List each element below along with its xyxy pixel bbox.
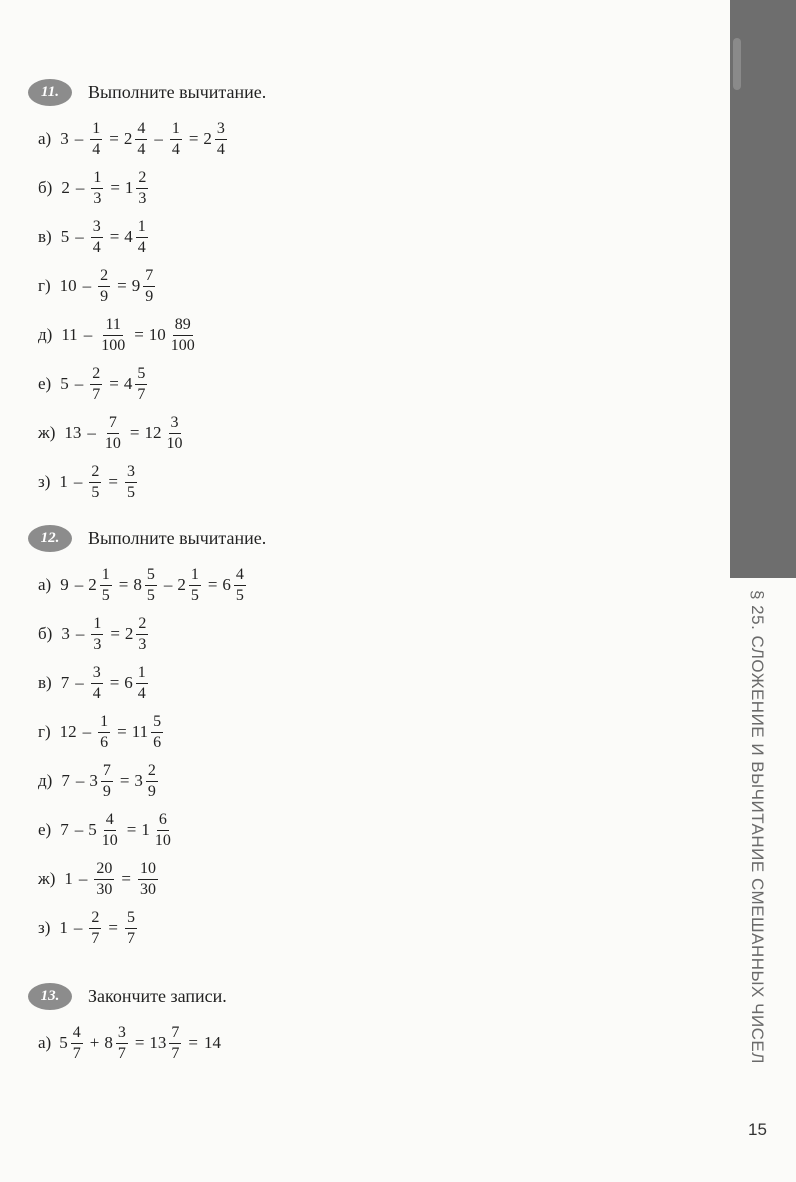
denominator: 100 [101, 336, 126, 354]
denominator: 3 [93, 635, 102, 653]
numerator: 4 [104, 812, 116, 831]
task-title: Закончите записи. [88, 985, 227, 1006]
numerator: 4 [135, 121, 147, 140]
operator: + [89, 1033, 100, 1052]
fraction [138, 861, 158, 898]
item-label: з) [38, 472, 51, 491]
denominator: 7 [126, 929, 135, 947]
equation-line [38, 410, 189, 456]
mixed-number [89, 665, 105, 702]
fraction [103, 415, 123, 452]
operator: = [121, 869, 132, 888]
fraction [90, 366, 102, 403]
task-number-badge: 12. [28, 525, 72, 552]
fraction [116, 1025, 128, 1062]
fraction [89, 910, 101, 947]
fraction [169, 1025, 181, 1062]
fraction [135, 366, 147, 403]
equation-line [38, 611, 152, 657]
fraction [136, 219, 148, 256]
equation-line [38, 905, 141, 951]
fraction [136, 616, 148, 653]
mixed-number [89, 219, 105, 256]
fraction [71, 1025, 83, 1062]
denominator: 7 [72, 1044, 81, 1062]
operator: – [75, 673, 84, 692]
mixed-number [132, 268, 158, 305]
operator: = [134, 1033, 145, 1052]
number: 1 [64, 869, 73, 888]
item-label: е) [38, 374, 52, 393]
operator: – [74, 374, 84, 393]
item-label: д) [38, 771, 53, 790]
denominator: 4 [216, 140, 225, 158]
fraction [91, 219, 103, 256]
denominator: 100 [170, 336, 195, 354]
mixed-number [132, 714, 165, 751]
operator: – [74, 129, 84, 148]
numerator: 20 [94, 861, 114, 880]
denominator: 9 [100, 287, 109, 305]
mixed-number [123, 910, 139, 947]
numerator: 7 [169, 1025, 181, 1044]
equation-line [38, 312, 201, 358]
denominator: 3 [138, 189, 147, 207]
mixed-number [89, 170, 105, 207]
denominator: 9 [147, 782, 156, 800]
mixed-number [96, 714, 112, 751]
numerator: 1 [136, 219, 148, 238]
operator: – [74, 575, 84, 594]
mixed-number [203, 121, 229, 158]
mixed-number [59, 1025, 85, 1062]
equation-line [38, 1020, 224, 1066]
numerator: 10 [138, 861, 158, 880]
whole-part: 5 [88, 820, 97, 839]
fraction [215, 121, 227, 158]
mixed-number [134, 763, 160, 800]
denominator: 5 [126, 483, 135, 501]
mixed-number [104, 1025, 130, 1062]
fraction [94, 861, 114, 898]
equation-line [38, 165, 152, 211]
number: 10 [59, 276, 77, 295]
mixed-number [97, 317, 129, 354]
denominator: 4 [92, 140, 101, 158]
operator: = [110, 624, 120, 643]
mixed-number [88, 812, 122, 849]
numerator: 5 [145, 567, 157, 586]
whole-part: 2 [123, 129, 133, 148]
mixed-number [136, 861, 160, 898]
number: 14 [204, 1033, 221, 1052]
numerator: 2 [89, 910, 101, 929]
number: 7 [60, 673, 70, 692]
operator: – [74, 820, 84, 839]
operator: = [108, 918, 118, 937]
operator: – [75, 227, 84, 246]
whole-part: 8 [133, 575, 142, 594]
fraction [145, 567, 157, 604]
denominator: 7 [137, 385, 146, 403]
denominator: 30 [140, 880, 157, 898]
denominator: 10 [101, 831, 118, 849]
whole-part: 11 [131, 722, 149, 741]
denominator: 10 [104, 434, 121, 452]
numerator: 2 [146, 763, 158, 782]
item-label: д) [38, 325, 53, 344]
task-header [28, 980, 227, 1012]
number: 7 [61, 771, 70, 790]
fraction [91, 616, 103, 653]
whole-part: 1 [124, 178, 134, 197]
whole-part: 2 [177, 575, 186, 594]
numerator: 5 [135, 366, 147, 385]
equation-line [38, 856, 162, 902]
fraction [90, 121, 102, 158]
task-header [28, 76, 266, 108]
item-label: ж) [38, 423, 56, 442]
numerator: 1 [91, 170, 103, 189]
fraction [98, 268, 110, 305]
fraction [143, 268, 155, 305]
whole-part: 3 [89, 771, 98, 790]
denominator: 5 [190, 586, 199, 604]
fraction [101, 763, 113, 800]
numerator: 3 [125, 464, 137, 483]
equation-line [38, 263, 159, 309]
mixed-number [92, 861, 116, 898]
fraction [136, 665, 148, 702]
denominator: 9 [102, 782, 111, 800]
numerator: 1 [189, 567, 201, 586]
fraction [98, 714, 110, 751]
denominator: 6 [153, 733, 162, 751]
whole-part: 5 [59, 1033, 68, 1052]
mixed-number [88, 366, 104, 403]
equation-line [38, 361, 151, 407]
fraction [234, 567, 246, 604]
item-label: а) [38, 1033, 52, 1052]
operator: = [117, 722, 127, 741]
mixed-number [88, 567, 114, 604]
numerator: 1 [170, 121, 182, 140]
numerator: 3 [215, 121, 227, 140]
whole-part: 1 [141, 820, 150, 839]
denominator: 7 [117, 1044, 126, 1062]
mixed-number [145, 415, 187, 452]
operator: = [109, 227, 120, 246]
numerator: 3 [91, 665, 103, 684]
number: 5 [60, 374, 69, 393]
mixed-number [87, 910, 103, 947]
denominator: 5 [101, 586, 110, 604]
numerator: 1 [100, 567, 112, 586]
numerator: 2 [98, 268, 110, 287]
number: 7 [60, 820, 69, 839]
operator: – [78, 869, 88, 888]
numerator: 7 [101, 763, 113, 782]
number: 1 [59, 472, 68, 491]
mixed-number [101, 415, 125, 452]
item-label: ж) [38, 869, 56, 888]
operator: – [75, 771, 85, 790]
denominator: 4 [137, 684, 146, 702]
operator: – [73, 472, 83, 491]
denominator: 4 [92, 684, 101, 702]
equation-line [38, 562, 250, 608]
mixed-number [89, 616, 105, 653]
mixed-number [177, 567, 203, 604]
numerator: 3 [91, 219, 103, 238]
operator: – [163, 575, 173, 594]
section-title-vertical: § 25. СЛОЖЕНИЕ И ВЫЧИТАНИЕ СМЕШАННЫХ ЧИСЕЛ [748, 590, 767, 1064]
numerator: 7 [143, 268, 155, 287]
denominator: 5 [235, 586, 244, 604]
whole-part: 6 [222, 575, 231, 594]
operator: = [110, 178, 120, 197]
denominator: 7 [171, 1044, 180, 1062]
item-label: б) [38, 178, 53, 197]
denominator: 3 [138, 635, 147, 653]
operator: – [75, 624, 85, 643]
equation-line [38, 214, 152, 260]
fraction [100, 567, 112, 604]
operator: – [82, 276, 92, 295]
denominator: 7 [91, 929, 100, 947]
equation-line [38, 807, 177, 853]
denominator: 3 [93, 189, 102, 207]
operator: = [117, 276, 127, 295]
denominator: 4 [137, 140, 146, 158]
fraction [165, 415, 185, 452]
operator: – [75, 178, 85, 197]
fraction [170, 121, 182, 158]
task-header [28, 522, 266, 554]
denominator: 4 [171, 140, 180, 158]
numerator: 2 [89, 464, 101, 483]
number: 3 [61, 624, 70, 643]
item-label: а) [38, 129, 52, 148]
operator: – [83, 325, 93, 344]
denominator: 7 [92, 385, 101, 403]
mixed-number [124, 366, 150, 403]
number: 1 [59, 918, 68, 937]
equation-line [38, 709, 167, 755]
task-title: Выполните вычитание. [88, 81, 267, 102]
item-label: е) [38, 820, 52, 839]
number: 11 [61, 325, 78, 344]
whole-part: 2 [88, 575, 97, 594]
item-label: в) [38, 227, 52, 246]
operator: = [188, 1033, 198, 1052]
margin-strip-tab [733, 38, 741, 90]
operator: = [109, 673, 120, 692]
fraction [153, 812, 173, 849]
operator: – [73, 918, 83, 937]
denominator: 6 [100, 733, 109, 751]
whole-part: 12 [144, 423, 162, 442]
numerator: 7 [107, 415, 119, 434]
numerator: 2 [136, 170, 148, 189]
mixed-number [124, 121, 150, 158]
numerator: 1 [90, 121, 102, 140]
mixed-number [96, 268, 112, 305]
fraction [151, 714, 163, 751]
number: 5 [60, 227, 70, 246]
number: 9 [60, 575, 69, 594]
numerator: 1 [98, 714, 110, 733]
number: 12 [59, 722, 77, 741]
page-number: 15 [748, 1120, 767, 1139]
numerator: 2 [90, 366, 102, 385]
item-label: г) [38, 276, 51, 295]
denominator: 9 [145, 287, 154, 305]
mixed-number [141, 812, 175, 849]
numerator: 3 [169, 415, 181, 434]
whole-part: 8 [104, 1033, 113, 1052]
fraction [89, 464, 101, 501]
fraction [136, 170, 148, 207]
operator: = [129, 423, 140, 442]
whole-part: 4 [124, 227, 133, 246]
fraction [100, 812, 120, 849]
number: 3 [60, 129, 69, 148]
operator: = [118, 575, 129, 594]
fraction [135, 121, 147, 158]
operator: – [154, 129, 163, 148]
item-label: б) [38, 624, 53, 643]
whole-part: 9 [131, 276, 141, 295]
whole-part: 10 [148, 325, 166, 344]
denominator: 10 [154, 831, 171, 849]
equation-line [38, 116, 231, 162]
task-title: Выполните вычитание. [88, 527, 267, 548]
operator: = [134, 325, 144, 344]
number: 13 [64, 423, 82, 442]
numerator: 4 [71, 1025, 83, 1044]
numerator: 1 [136, 665, 148, 684]
operator: = [126, 820, 137, 839]
number: 2 [61, 178, 70, 197]
mixed-number [133, 567, 159, 604]
numerator: 89 [173, 317, 193, 336]
whole-part: 3 [134, 771, 143, 790]
mixed-number [125, 616, 151, 653]
operator: – [82, 722, 92, 741]
denominator: 30 [96, 880, 113, 898]
mixed-number [123, 464, 139, 501]
operator: = [109, 374, 119, 393]
mixed-number [89, 763, 115, 800]
fraction [169, 317, 197, 354]
denominator: 4 [92, 238, 101, 256]
mixed-number [149, 1025, 183, 1062]
item-label: в) [38, 673, 52, 692]
whole-part: 2 [203, 129, 212, 148]
item-label: з) [38, 918, 51, 937]
operator: = [188, 129, 199, 148]
numerator: 11 [103, 317, 122, 336]
numerator: 6 [157, 812, 169, 831]
mixed-number [149, 317, 199, 354]
fraction [91, 170, 103, 207]
fraction [189, 567, 201, 604]
fraction [146, 763, 158, 800]
equation-line [38, 758, 162, 804]
denominator: 5 [91, 483, 100, 501]
numerator: 1 [91, 616, 103, 635]
fraction [91, 665, 103, 702]
operator: = [119, 771, 130, 790]
whole-part: 4 [123, 374, 133, 393]
numerator: 5 [151, 714, 163, 733]
numerator: 2 [136, 616, 148, 635]
operator: – [87, 423, 96, 442]
mixed-number [168, 121, 184, 158]
denominator: 4 [137, 238, 146, 256]
equation-line [38, 459, 141, 505]
operator: = [108, 472, 118, 491]
numerator: 5 [125, 910, 137, 929]
denominator: 10 [166, 434, 183, 452]
equation-line [38, 660, 152, 706]
task-number-badge: 13. [28, 983, 72, 1010]
fraction [125, 464, 137, 501]
numerator: 4 [234, 567, 246, 586]
whole-part: 2 [124, 624, 134, 643]
fraction [125, 910, 137, 947]
whole-part: 13 [149, 1033, 167, 1052]
mixed-number [124, 219, 150, 256]
mixed-number [125, 170, 151, 207]
item-label: г) [38, 722, 51, 741]
mixed-number [87, 464, 103, 501]
denominator: 5 [146, 586, 155, 604]
task-number-badge: 11. [28, 79, 72, 106]
operator: = [109, 129, 119, 148]
mixed-number [88, 121, 104, 158]
mixed-number [124, 665, 150, 702]
fraction [99, 317, 127, 354]
item-label: а) [38, 575, 52, 594]
operator: = [207, 575, 218, 594]
numerator: 3 [116, 1025, 128, 1044]
mixed-number [222, 567, 248, 604]
whole-part: 6 [124, 673, 133, 692]
